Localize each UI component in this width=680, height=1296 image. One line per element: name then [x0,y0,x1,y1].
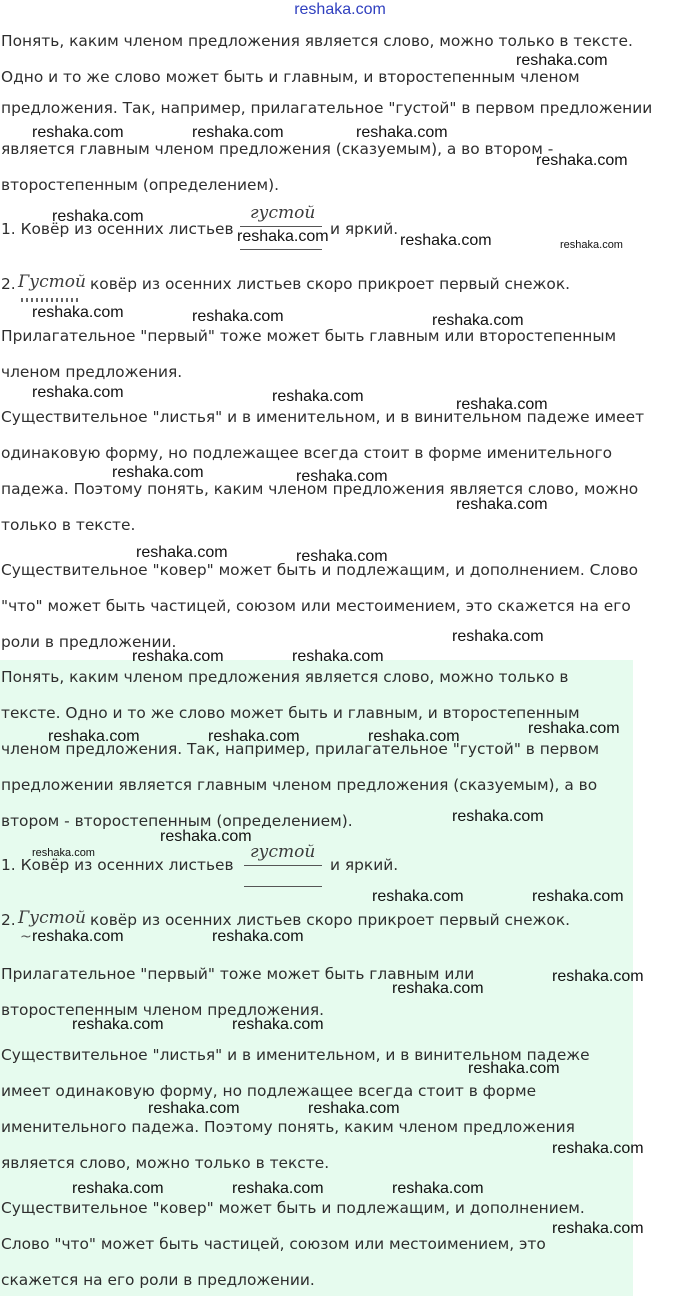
example-1-suffix: и яркий. [330,220,399,238]
text-line: является главным членом предложения (сказуемым), а во втором - [1,140,554,158]
watermark: reshaka.com [232,1016,324,1033]
example-1-suffix: и яркий. [330,856,399,874]
text-line: второстепенным членом предложения. [1,1001,324,1019]
example-2-suffix: ковёр из осенних листьев скоро прикроет первый снежок. [90,275,571,293]
watermark: reshaka.com [192,308,284,325]
watermark: reshaka.com [237,228,329,245]
watermark: reshaka.com [452,628,544,645]
text-line: Существительное "ковер" может быть и подлежащим, и дополнением. [1,1199,585,1217]
text-line: Прилагательное "первый" тоже может быть главным или [1,965,475,983]
watermark: reshaka.com [32,928,124,945]
watermark: reshaka.com [536,152,628,169]
text-line: Одно и то же слово может быть и главным, и второстепенным членом [1,68,580,86]
predicate-underline [244,886,322,887]
watermark: reshaka.com [32,847,95,859]
watermark: reshaka.com [72,1016,164,1033]
site-link[interactable]: reshaka.com [294,1,386,18]
watermark: reshaka.com [392,980,484,997]
text-line: Существительное "листья" и в именительном, и в винительном падеже [1,1046,590,1064]
watermark: reshaka.com [72,1180,164,1197]
handwritten-predicate: густой [250,203,316,223]
watermark: reshaka.com [456,496,548,513]
watermark: reshaka.com [272,388,364,405]
watermark: reshaka.com [372,888,464,905]
watermark: reshaka.com [160,828,252,845]
text-line: предложении является главным членом предложения (сказуемым), а во [1,776,598,794]
watermark: reshaka.com [392,1180,484,1197]
text-line: втором - второстепенным (определением). [1,812,353,830]
watermark: reshaka.com [432,312,524,329]
text-line: является слово, можно только в тексте. [1,1154,330,1172]
watermark: reshaka.com [308,1100,400,1117]
text-line: падежа. Поэтому понять, каким членом предложения является слово, можно [1,480,639,498]
watermark: reshaka.com [48,728,140,745]
text-line: Прилагательное "первый" тоже может быть главным или второстепенным [1,327,617,345]
watermark: reshaka.com [208,728,300,745]
answer-text-block-2 [0,660,633,1296]
text-line: "что" может быть частицей, союзом или местоимением, это скажется на его [1,597,631,615]
predicate-underline [240,226,322,227]
watermark: reshaka.com [32,384,124,401]
text-line: тексте. Одно и то же слово может быть и главным, и второстепенным [1,704,580,722]
watermark: reshaka.com [356,124,448,141]
text-line: членом предложения. [1,363,183,381]
watermark: reshaka.com [516,52,608,69]
watermark: reshaka.com [552,1140,644,1157]
text-line: именительного падежа. Поэтому понять, каким членом предложения [1,1118,575,1136]
text-line: членом предложения. Так, например, прилагательное "густой" в первом [1,740,600,758]
watermark: reshaka.com [452,808,544,825]
text-line: имеет одинаковую форму, но подлежащее всегда стоит в форме [1,1082,537,1100]
attribute-wavy-underline: ~ [20,929,32,945]
example-2-suffix: ковёр из осенних листьев скоро прикроет первый снежок. [90,911,571,929]
text-line: скажется на его роли в предложении. [1,1271,315,1289]
example-2-prefix: 2. [1,275,16,293]
watermark: reshaka.com [112,464,204,481]
text-line: второстепенным (определением). [1,176,280,194]
watermark: reshaka.com [400,232,492,249]
watermark: reshaka.com [560,239,623,251]
watermark: reshaka.com [192,124,284,141]
text-line: Слово "что" может быть частицей, союзом или местоимением, это [1,1235,546,1253]
watermark: reshaka.com [32,304,124,321]
watermark: reshaka.com [52,208,144,225]
watermark: reshaka.com [232,1180,324,1197]
watermark: reshaka.com [368,728,460,745]
predicate-underline [244,865,322,866]
text-line: только в тексте. [1,516,136,534]
watermark: reshaka.com [136,544,228,561]
watermark: reshaka.com [132,648,224,665]
text-line: роли в предложении. [1,633,177,651]
text-line: Существительное "листья" и в именительном, и в винительном падеже имеет [1,408,645,426]
watermark: reshaka.com [532,888,624,905]
watermark: reshaka.com [552,968,644,985]
handwritten-predicate: густой [250,842,316,862]
watermark: reshaka.com [32,124,124,141]
watermark: reshaka.com [296,548,388,565]
handwritten-attribute: Густой [18,908,86,928]
text-line: одинаковую форму, но подлежащее всегда стоит в форме именительного [1,444,613,462]
watermark: reshaka.com [296,468,388,485]
example-1-prefix: 1. Ковёр из осенних листьев [1,856,234,874]
watermark: reshaka.com [552,1220,644,1237]
watermark: reshaka.com [212,928,304,945]
watermark: reshaka.com [468,1060,560,1077]
text-line: предложения. Так, например, прилагательное "густой" в первом предложении [1,99,653,117]
text-line: Понять, каким членом предложения является слово, можно только в [1,668,569,686]
example-2-prefix: 2. [1,911,16,929]
text-line: Понять, каким членом предложения является слово, можно только в тексте. [1,32,633,50]
watermark: reshaka.com [292,648,384,665]
text-line: Существительное "ковер" может быть и подлежащим, и дополнением. Слово [1,561,639,579]
watermark: reshaka.com [456,396,548,413]
predicate-underline [240,249,322,250]
attribute-wavy-underline [20,298,78,302]
watermark: reshaka.com [148,1100,240,1117]
example-1-prefix: 1. Ковёр из осенних листьев [1,220,234,238]
handwritten-attribute: Густой [18,272,86,292]
watermark: reshaka.com [528,720,620,737]
